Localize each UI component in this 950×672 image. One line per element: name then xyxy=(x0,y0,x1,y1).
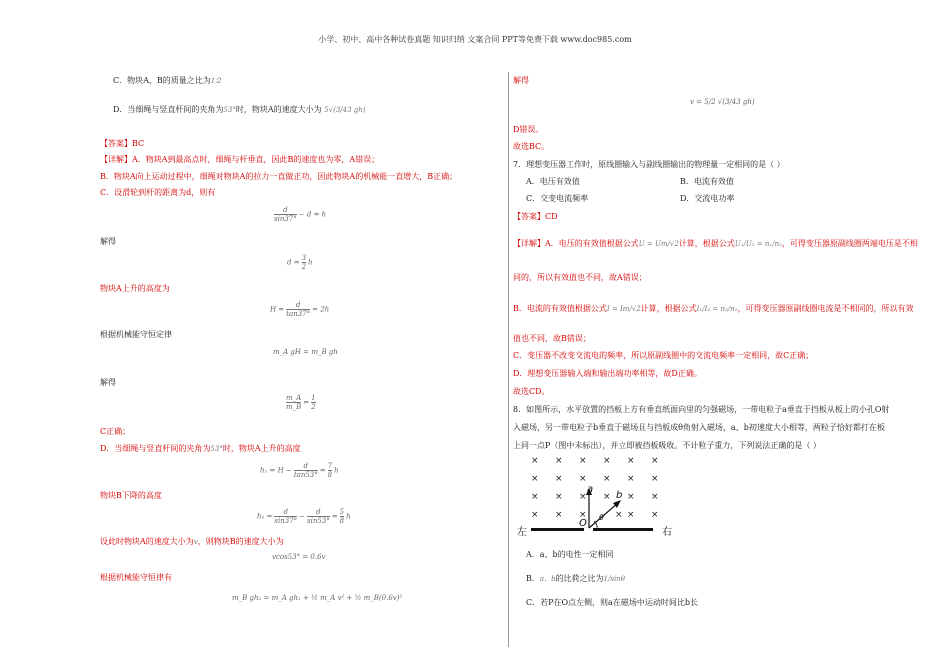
equation-5: $\frac{m\_A}{m\_B}$ = $\frac{1}{2}$ xyxy=(286,394,316,411)
solve-label-2: 解得 xyxy=(100,378,116,387)
question-8-line-1: 8．如图所示，水平放置的挡板上方有垂直纸面向里的匀强磁场，一带电粒子a垂直于挡板从板上的小孔O射 xyxy=(513,405,890,414)
field-mark: × xyxy=(555,474,563,484)
option-c-text: C．物块A、B的质量之比为1∶2 xyxy=(113,76,222,85)
equation-6: h₁ = H − $\frac{d}{\tan 53^\circ}$ = $\frac{7}{8}$ h xyxy=(260,462,339,479)
answer-label: 【答案】BC xyxy=(100,139,145,148)
energy-label-2: 根据机械能守恒律有 xyxy=(100,573,172,582)
question-8-line-3: 上同一点P（图中未标出），并立即被挡板吸收。不计粒子重力，下列说法正确的是（ ） xyxy=(513,441,821,450)
field-mark: × xyxy=(603,474,611,484)
rise-label: 物块A上升的高度为 xyxy=(100,284,170,293)
equation-2: d = $\frac{3}{2}$ h xyxy=(287,254,313,271)
equation-v: v = 5/2 √(3/43 gh) xyxy=(690,98,755,106)
label-o: O xyxy=(579,518,587,529)
q7-option-d: D．交流电功率 xyxy=(680,194,735,203)
field-mark: × xyxy=(627,492,635,502)
detail-7b: B．电流的有效值根据公式I = Im/√2计算，根据公式I₁/I₂ = n₂/n₁，可得变压器原副线圈电流是不相同的，所以有效 xyxy=(513,304,914,313)
detail-7b-2: 值也不同，故B错误； xyxy=(513,334,591,343)
label-a: a xyxy=(587,484,594,495)
field-mark: × xyxy=(555,456,563,466)
q7-option-a: A．电压有效值 xyxy=(526,177,580,186)
velocity-label: 设此时物块A的速度大小为v，则物块B的速度大小为 xyxy=(100,537,284,546)
field-mark: × xyxy=(627,474,635,484)
equation-4: m_A gH = m_B gh xyxy=(273,348,338,356)
q8-option-b: B．a、b的比荷之比为1/sinθ xyxy=(526,574,625,583)
answer-7: 【答案】CD xyxy=(513,212,558,221)
field-mark: × xyxy=(531,510,539,520)
field-mark: × xyxy=(555,510,563,520)
equation-3: H = $\frac{d}{\tan 37^\circ}$ = 2h xyxy=(270,301,330,318)
field-mark: × xyxy=(579,510,587,520)
question-7: 7．理想变压器工作时，原线圈输入与副线圈输出的物理量一定相同的是（ ） xyxy=(513,160,785,169)
field-mark: × xyxy=(615,510,623,520)
question-8-line-2: 入磁场，另一带电粒子b垂直于磁场且与挡板成θ角射入磁场，a、b初速度大小相等，两粒子恰好都打在板 xyxy=(513,423,885,432)
field-mark: × xyxy=(627,510,635,520)
detail-7a: 【详解】A．电压的有效值根据公式U = Um/√2计算，根据公式U₁/U₂ = n₁/n₂，可得变压器原副线圈两端电压是不相 xyxy=(513,239,918,248)
field-mark: × xyxy=(579,456,587,466)
energy-label: 根据机械能守恒定律 xyxy=(100,330,172,339)
field-mark: × xyxy=(531,456,539,466)
solve-label-right: 解得 xyxy=(513,76,529,85)
q7-option-b: B．电流有效值 xyxy=(680,177,734,186)
equation-8: vcos53° = 0.6v xyxy=(272,553,326,561)
detail-7c: C．变压器不改变交流电的频率，所以原副线圈中的交流电频率一定相同，故C正确； xyxy=(513,351,814,360)
magnetic-field-figure xyxy=(517,448,697,538)
detail-7d: D．理想变压器输入端和输出端功率相等，故D正确。 xyxy=(513,369,702,378)
field-mark: × xyxy=(603,456,611,466)
label-left: 左 xyxy=(517,527,527,538)
field-mark: × xyxy=(555,492,563,502)
detail-d: D．当细绳与竖直杆间的夹角为53°时，物块A上升的高度 xyxy=(100,444,301,453)
field-mark: × xyxy=(651,456,659,466)
detail-c: C．设滑轮到杆的距离为d，则有 xyxy=(100,188,216,197)
d-wrong: D错误。 xyxy=(513,125,544,134)
q7-option-c: C．交变电流频率 xyxy=(526,194,589,203)
detail-7a-2: 同的，所以有效值也不同，故A错误； xyxy=(513,273,647,282)
detail-b: B．物块A向上运动过程中，细绳对物块A的拉力一直做正功，因此物块A的机械能一直增大，B正确； xyxy=(100,172,458,181)
equation-1: $\frac{d}{\sin 37^\circ}$ − d = h xyxy=(274,206,327,223)
drop-label: 物块B下降的高度 xyxy=(100,491,162,500)
detail-a: 【详解】A．物块A到最高点时，细绳与杆垂直，因此B的速度也为零，A错误； xyxy=(100,155,380,164)
field-mark: × xyxy=(651,492,659,502)
column-divider xyxy=(508,72,509,647)
field-mark: × xyxy=(531,474,539,484)
field-mark: × xyxy=(603,492,611,502)
field-mark: × xyxy=(579,474,587,484)
label-b: b xyxy=(616,490,623,501)
q8-option-c: C．若P在O点左侧，则a在磁场中运动时间比b长 xyxy=(526,598,698,607)
option-d-text: D．当细绳与竖直杆间的夹角为53°时，物块A的速度大小为 5√(3/43 gh) xyxy=(113,105,366,114)
label-right: 右 xyxy=(662,527,672,538)
field-mark: × xyxy=(627,456,635,466)
field-mark: × xyxy=(531,492,539,502)
c-correct: C正确； xyxy=(100,427,131,436)
q8-option-a: A．a、b的电性一定相同 xyxy=(526,550,614,559)
equation-7: h₂ = $\frac{d}{\sin 37^\circ}$ − $\frac{d}{\sin 53^\circ}$ = $\frac{5}{8}$ h xyxy=(257,508,351,525)
field-mark: × xyxy=(579,492,587,502)
field-mark: × xyxy=(651,510,659,520)
choose-bc: 故选BC。 xyxy=(513,142,550,151)
solve-label-1: 解得 xyxy=(100,237,116,246)
choose-cd: 故选CD。 xyxy=(513,387,550,396)
equation-9: m_B gh₂ = m_A gh₁ + ½ m_A v² + ½ m_B(0.6v)² xyxy=(232,594,403,602)
label-theta: θ xyxy=(599,513,604,522)
field-mark: × xyxy=(651,474,659,484)
page-header: 小学、初中、高中各种试卷真题 知识归纳 文案合同 PPT等免费下载 www.doc985.com xyxy=(318,35,632,44)
